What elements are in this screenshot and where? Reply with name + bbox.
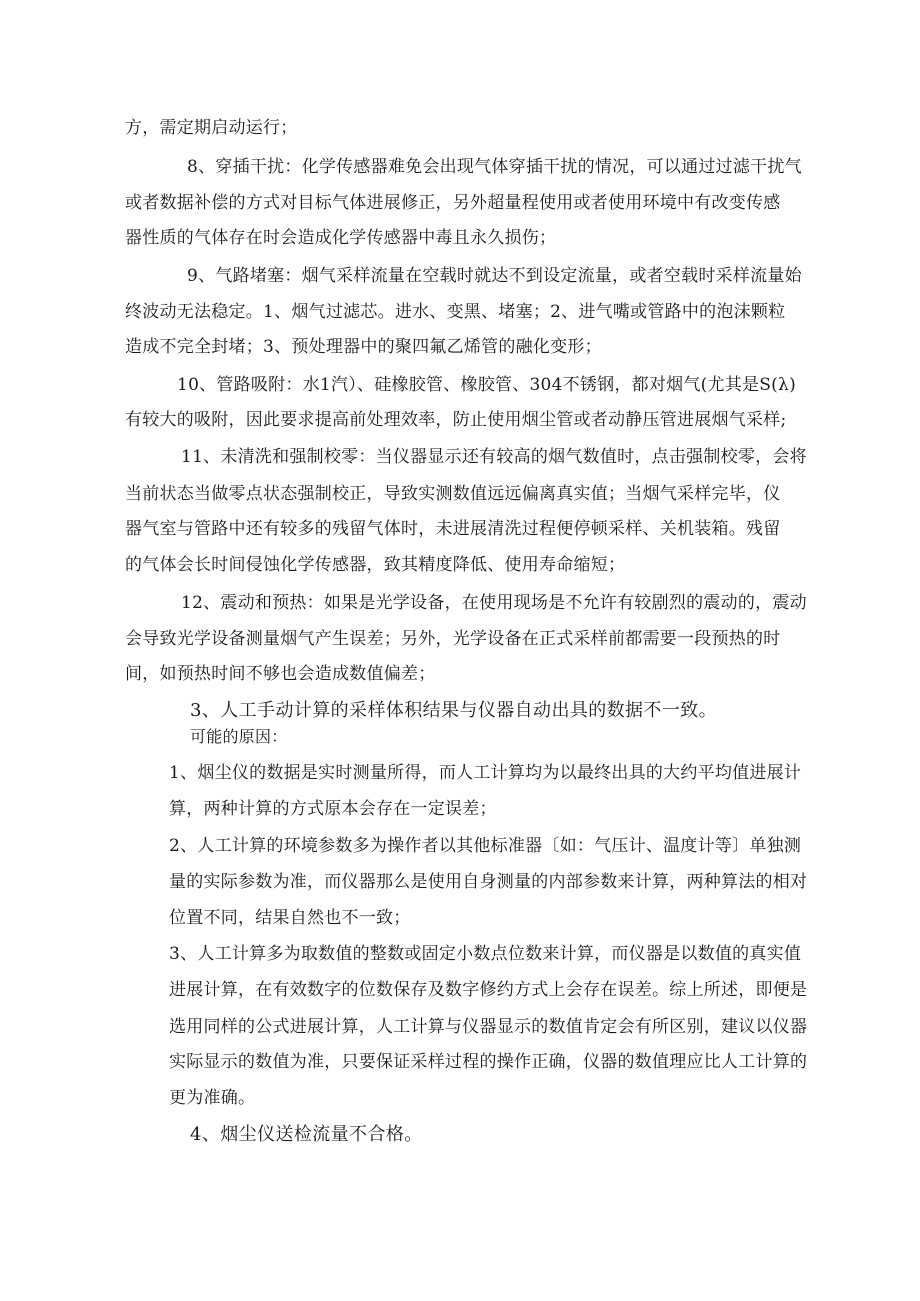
carry-over-line: 方，需定期启动运行；	[125, 118, 298, 138]
item-11-line-4: 的气体会长时间侵蚀化学传感器，致其精度降低、使用寿命缩短；	[125, 555, 626, 575]
item-9-line-3: 造成不完全封堵；3、预处理器中的聚四氟乙烯管的融化变形；	[125, 337, 602, 357]
reason-3-line-4: 实际显示的数值为准，只要保证采样过程的操作正确，仪器的数值理应比人工计算的	[169, 1052, 808, 1072]
item-12-line-2: 会导致光学设备测量烟气产生误差；另外，光学设备在正式采样前都需要一段预热的时	[125, 629, 781, 649]
reason-3-line-2: 进展计算，在有效数字的位数保存及数字修约方式上会存在误差。综上所述，即便是	[169, 980, 808, 1000]
item-11-line-1: 11、未清洗和强制校零：当仪器显示还有较高的烟气数值时，点击强制校零，会将	[181, 447, 807, 467]
reason-2-line-2: 量的实际参数为准，而仪器那么是使用自身测量的内部参数来计算，两种算法的相对	[169, 872, 808, 892]
reason-1-line-2: 算，两种计算的方式原本会存在一定误差；	[169, 799, 497, 819]
item-10-line-2: 有较大的吸附，因此要求提高前处理效率，防止使用烟尘管或者动静压管进展烟气采样;	[125, 410, 787, 430]
item-11-line-3: 器气室与管路中还有较多的残留气体时，未进展清洗过程便停顿采样、关机装箱。残留	[125, 519, 781, 539]
reason-3-line-1: 3、人工计算多为取数值的整数或固定小数点位数来计算，而仪器是以数值的真实值	[169, 944, 802, 964]
reason-1-line-1: 1、烟尘仪的数据是实时测量所得，而人工计算均为以最终出具的大约平均值进展计	[169, 763, 802, 783]
item-8-line-2: 或者数据补偿的方式对目标气体进展修正，另外超量程使用或者使用环境中有改变传感	[125, 193, 781, 213]
reason-2-line-1: 2、人工计算的环境参数多为操作者以其他标准器〔如：气压计、温度计等〕单独测	[169, 836, 802, 856]
item-11-line-2: 当前状态当做零点状态强制校正，导致实测数值远远偏离真实值；当烟气采样完毕，仪	[125, 484, 781, 504]
reason-3-line-5: 更为准确。	[169, 1088, 256, 1108]
item-8-line-1: 8、穿插干扰：化学传感器难免会出现气体穿插干扰的情况，可以通过过滤干扰气	[187, 157, 802, 177]
reason-2-line-3: 位置不同，结果自然也不一致；	[169, 908, 411, 928]
section-4-heading: 4、烟尘仪送检流量不合格。	[190, 1124, 423, 1145]
item-8-line-3: 器性质的气体存在时会造成化学传感器中毒且永久损伤；	[125, 228, 557, 248]
section-3-subtitle: 可能的原因：	[190, 727, 288, 746]
item-12-line-1: 12、震动和预热：如果是光学设备，在使用现场是不允许有较剧烈的震动的，震动	[181, 593, 807, 613]
item-10-line-1: 10、管路吸附：水1汽）、硅橡胶管、橡胶管、304不锈钢，都对烟气(尤其是S(λ)	[177, 375, 796, 395]
item-9-line-1: 9、气路堵塞：烟气采样流量在空载时就达不到设定流量，或者空载时采样流量始	[187, 266, 802, 286]
section-3-heading: 3、人工手动计算的采样体积结果与仪器自动出具的数据不一致。	[190, 700, 718, 721]
item-12-line-3: 间，如预热时间不够也会造成数值偏差；	[125, 664, 436, 684]
reason-3-line-3: 选用同样的公式进展计算，人工计算与仪器显示的数值肯定会有所区别，建议以仪器	[169, 1017, 808, 1037]
item-9-line-2: 终波动无法稳定。1、烟气过滤芯。进水、变黑、堵塞；2、进气嘴或管路中的泡沫颗粒	[125, 302, 786, 322]
